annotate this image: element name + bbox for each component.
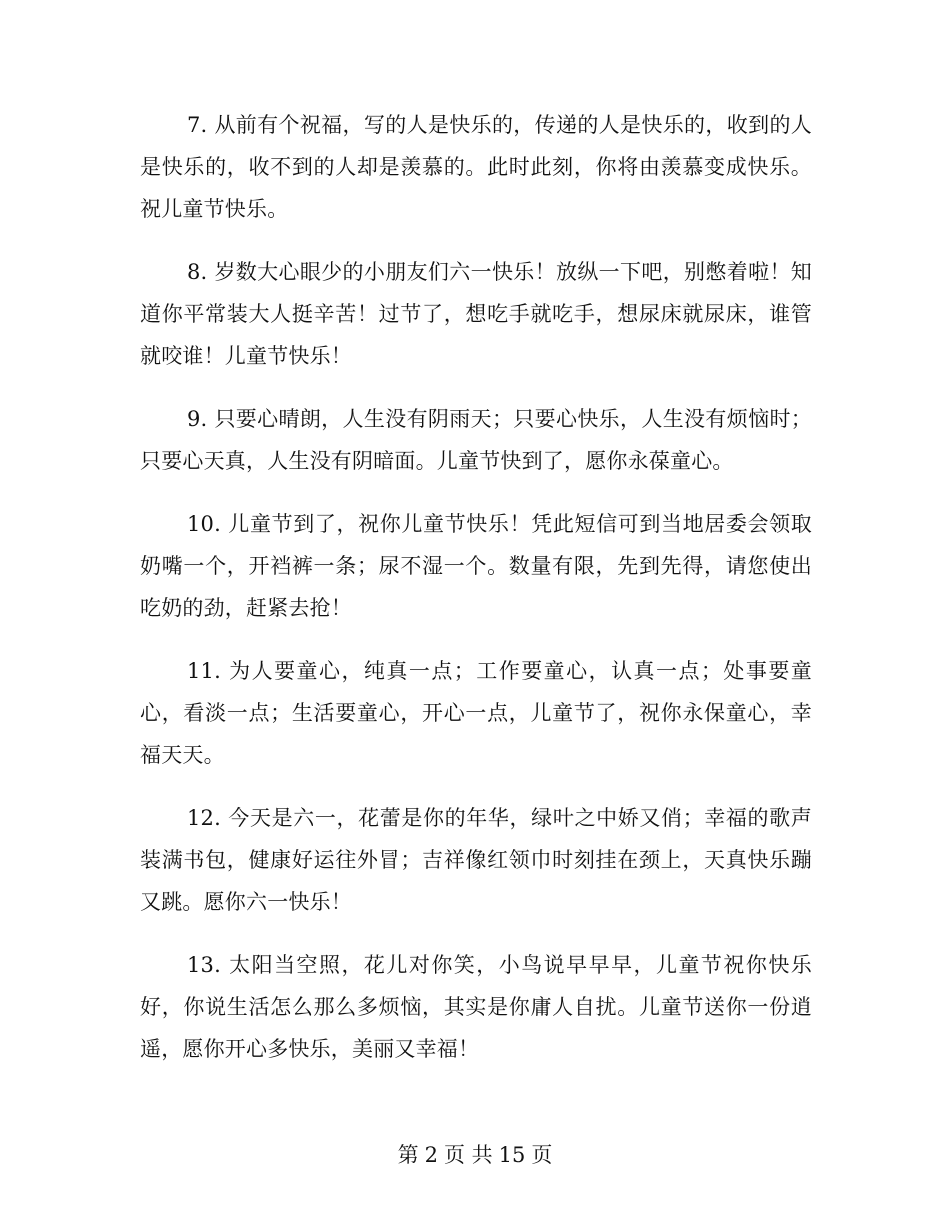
footer-suffix: 页 [531, 1143, 553, 1167]
paragraph-12: 12. 今天是六一，花蕾是你的年华，绿叶之中娇又俏；幸福的歌声装满书包，健康好运往外冒；吉祥像红领巾时刻挂在颈上，天真快乐蹦又跳。愿你六一快乐！ [140, 806, 812, 914]
paragraph-10: 10. 儿童节到了，祝你儿童节快乐！凭此短信可到当地居委会领取奶嘴一个，开裆裤一条；尿不湿一个。数量有限，先到先得，请您使出吃奶的劲，赶紧去抢！ [140, 512, 812, 620]
paragraph-7: 7. 从前有个祝福，写的人是快乐的，传递的人是快乐的，收到的人是快乐的，收不到的人却是羡慕的。此时此刻，你将由羡慕变成快乐。祝儿童节快乐。 [140, 113, 812, 221]
paragraph-11: 11. 为人要童心，纯真一点；工作要童心，认真一点；处事要童心，看淡一点；生活要童心，开心一点，儿童节了，祝你永保童心，幸福天天。 [140, 659, 812, 767]
page-footer [0, 1140, 950, 1170]
paragraph-13: 13. 太阳当空照，花儿对你笑，小鸟说早早早，儿童节祝你快乐好，你说生活怎么那么多烦恼，其实是你庸人自扰。儿童节送你一份逍遥，愿你开心多快乐，美丽又幸福！ [140, 953, 812, 1061]
footer-prefix: 第 [397, 1143, 419, 1167]
total-pages-number: 15 [498, 1143, 526, 1167]
current-page-number: 2 [424, 1143, 438, 1167]
paragraph-8: 8. 岁数大心眼少的小朋友们六一快乐！放纵一下吧，别憋着啦！知道你平常装大人挺辛苦！过节了，想吃手就吃手，想尿床就尿床，谁管就咬谁！儿童节快乐！ [140, 260, 812, 368]
footer-middle: 页 共 [443, 1143, 493, 1167]
document-body [140, 104, 812, 1091]
paragraph-9: 9. 只要心晴朗，人生没有阴雨天；只要心快乐，人生没有烦恼时；只要心天真，人生没有阴暗面。儿童节快到了，愿你永葆童心。 [140, 407, 812, 473]
